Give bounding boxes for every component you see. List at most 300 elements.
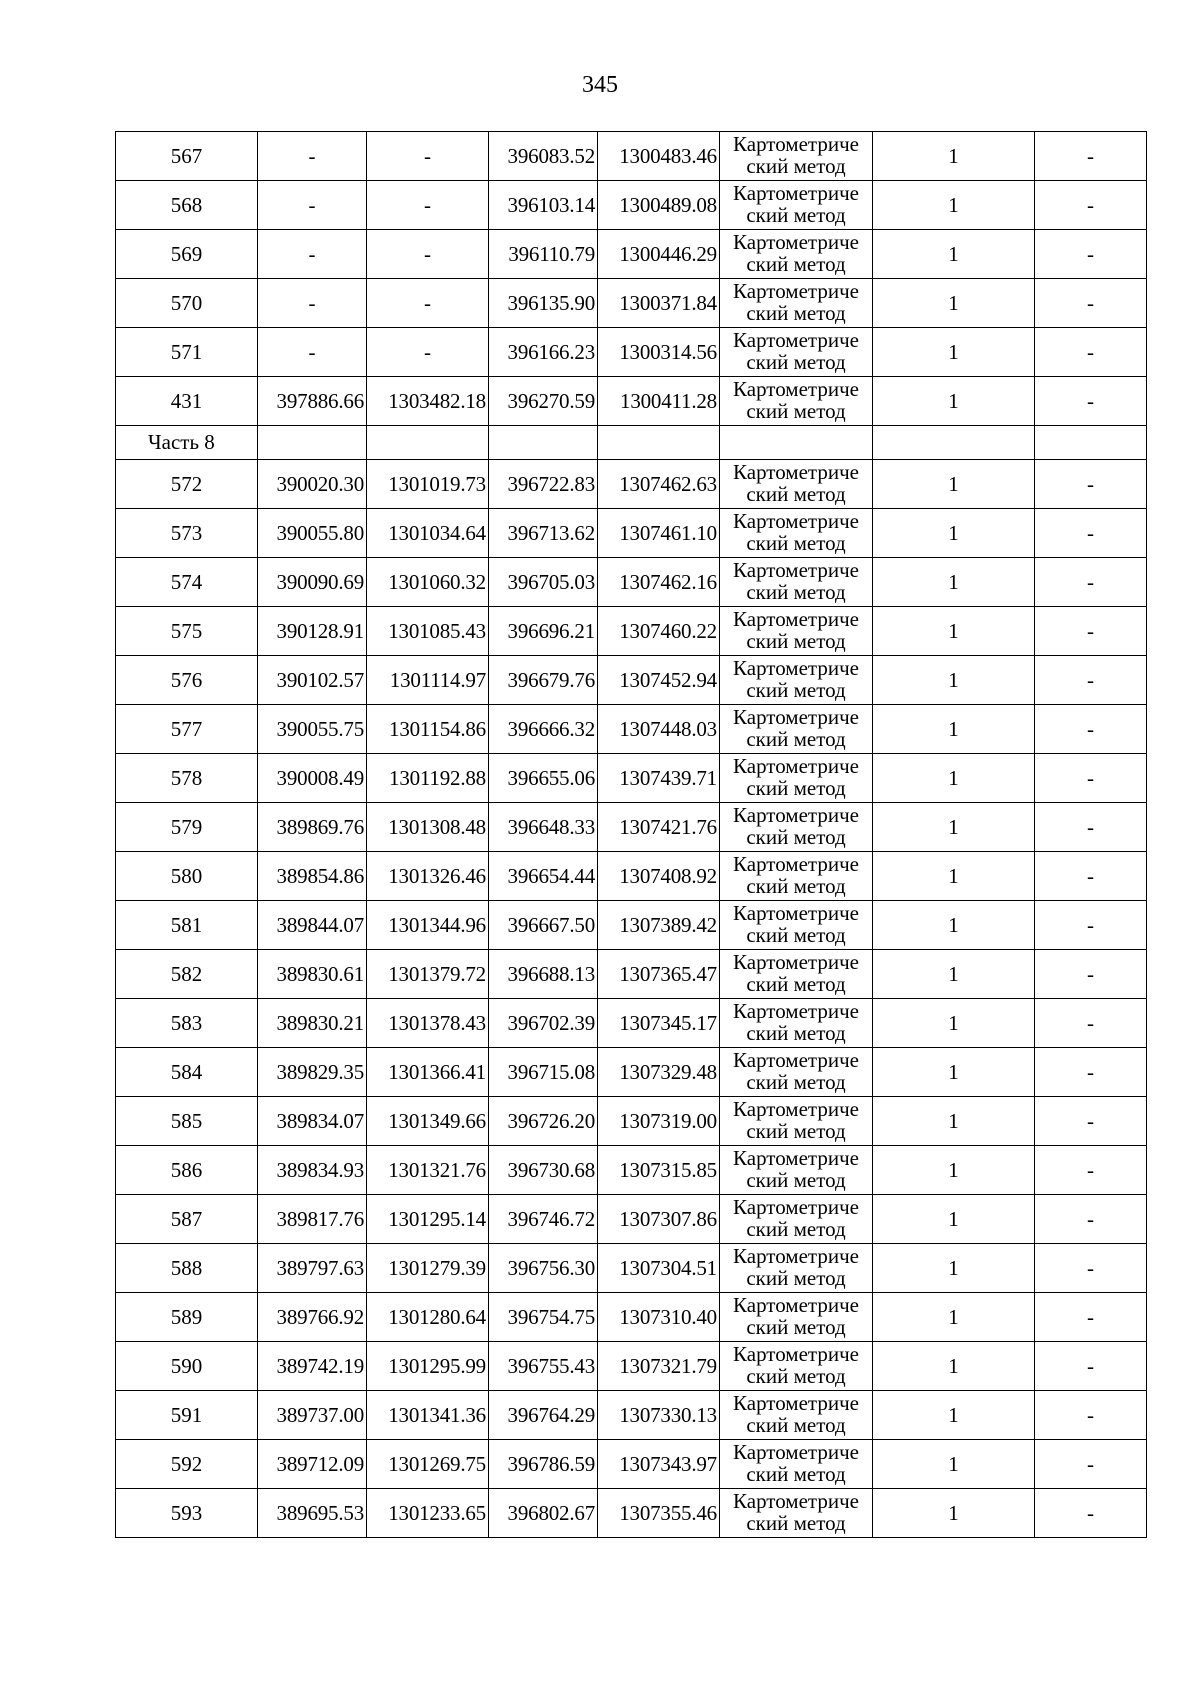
x2-cell: 396756.30 <box>489 1244 598 1293</box>
table-row <box>116 558 1147 607</box>
method-text <box>720 901 872 949</box>
method-text <box>720 1391 872 1439</box>
y2-cell: 1307321.79 <box>598 1342 720 1391</box>
y1-cell: 1301269.75 <box>367 1440 489 1489</box>
method-text <box>720 279 872 327</box>
method-line-1: Картометриче <box>733 999 859 1023</box>
y1-cell: - <box>367 230 489 279</box>
y2-cell: 1307365.47 <box>598 950 720 999</box>
y1-cell: 1301326.46 <box>367 852 489 901</box>
y1-cell: 1301378.43 <box>367 999 489 1048</box>
table-row <box>116 754 1147 803</box>
x1-cell: 389695.53 <box>258 1489 367 1538</box>
accuracy-cell: 1 <box>873 230 1035 279</box>
note-cell: - <box>1035 1391 1147 1440</box>
method-line-1: Картометриче <box>733 377 859 401</box>
method-cell <box>720 1195 873 1244</box>
method-line-1: Картометриче <box>733 1342 859 1366</box>
x2-cell: 396679.76 <box>489 656 598 705</box>
accuracy-cell: 1 <box>873 607 1035 656</box>
accuracy-cell: 1 <box>873 1342 1035 1391</box>
y1-cell: - <box>367 328 489 377</box>
accuracy-cell: 1 <box>873 132 1035 181</box>
page-number: 345 <box>582 72 618 98</box>
method-text <box>720 328 872 376</box>
method-line-2: ский метод <box>746 482 846 506</box>
y2-cell: 1307452.94 <box>598 656 720 705</box>
method-text <box>720 607 872 655</box>
x2-cell: 396746.72 <box>489 1195 598 1244</box>
note-cell: - <box>1035 1440 1147 1489</box>
table-row <box>116 607 1147 656</box>
x1-cell: 389830.61 <box>258 950 367 999</box>
method-cell <box>720 950 873 999</box>
accuracy-cell: 1 <box>873 377 1035 426</box>
accuracy-cell: 1 <box>873 1097 1035 1146</box>
empty-cell <box>873 426 1035 460</box>
method-text <box>720 656 872 704</box>
y1-cell: 1301060.32 <box>367 558 489 607</box>
method-line-1: Картометриче <box>733 1244 859 1268</box>
x1-cell: 389766.92 <box>258 1293 367 1342</box>
point-id-cell: 574 <box>116 558 258 607</box>
y1-cell: 1301349.66 <box>367 1097 489 1146</box>
accuracy-cell: 1 <box>873 754 1035 803</box>
method-line-2: ский метод <box>746 972 846 996</box>
method-cell <box>720 460 873 509</box>
method-line-1: Картометриче <box>733 509 859 533</box>
method-line-2: ский метод <box>746 776 846 800</box>
method-text <box>720 803 872 851</box>
note-cell: - <box>1035 509 1147 558</box>
note-cell: - <box>1035 1244 1147 1293</box>
y2-cell: 1307345.17 <box>598 999 720 1048</box>
x1-cell: - <box>258 230 367 279</box>
y2-cell: 1307329.48 <box>598 1048 720 1097</box>
x2-cell: 396726.20 <box>489 1097 598 1146</box>
x2-cell: 396786.59 <box>489 1440 598 1489</box>
note-cell: - <box>1035 754 1147 803</box>
y2-cell: 1300489.08 <box>598 181 720 230</box>
y1-cell: 1301379.72 <box>367 950 489 999</box>
method-text <box>720 460 872 508</box>
empty-cell <box>1035 426 1147 460</box>
note-cell: - <box>1035 328 1147 377</box>
x2-cell: 396702.39 <box>489 999 598 1048</box>
method-text <box>720 558 872 606</box>
note-cell: - <box>1035 1097 1147 1146</box>
x2-cell: 396648.33 <box>489 803 598 852</box>
y2-cell: 1307343.97 <box>598 1440 720 1489</box>
x2-cell: 396103.14 <box>489 181 598 230</box>
method-line-1: Картометриче <box>733 1391 859 1415</box>
method-cell <box>720 754 873 803</box>
table-row <box>116 803 1147 852</box>
method-cell <box>720 999 873 1048</box>
x2-cell: 396722.83 <box>489 460 598 509</box>
point-id-cell: 569 <box>116 230 258 279</box>
method-text <box>720 1048 872 1096</box>
accuracy-cell: 1 <box>873 1195 1035 1244</box>
accuracy-cell: 1 <box>873 1048 1035 1097</box>
x1-cell: 389834.93 <box>258 1146 367 1195</box>
point-id-cell: 591 <box>116 1391 258 1440</box>
x1-cell: 389869.76 <box>258 803 367 852</box>
method-cell <box>720 1489 873 1538</box>
accuracy-cell: 1 <box>873 1146 1035 1195</box>
point-id-cell: 577 <box>116 705 258 754</box>
accuracy-cell: 1 <box>873 1293 1035 1342</box>
y1-cell: 1301341.36 <box>367 1391 489 1440</box>
method-line-2: ский метод <box>746 203 846 227</box>
point-id-cell: 573 <box>116 509 258 558</box>
x1-cell: 389830.21 <box>258 999 367 1048</box>
y1-cell: 1301114.97 <box>367 656 489 705</box>
y2-cell: 1307462.16 <box>598 558 720 607</box>
x2-cell: 396655.06 <box>489 754 598 803</box>
point-id-cell: 579 <box>116 803 258 852</box>
y2-cell: 1307460.22 <box>598 607 720 656</box>
x1-cell: 390008.49 <box>258 754 367 803</box>
point-id-cell: 431 <box>116 377 258 426</box>
x2-cell: 396705.03 <box>489 558 598 607</box>
method-cell <box>720 1097 873 1146</box>
y2-cell: 1307310.40 <box>598 1293 720 1342</box>
note-cell: - <box>1035 607 1147 656</box>
table-row <box>116 230 1147 279</box>
method-cell <box>720 1048 873 1097</box>
method-line-2: ский метод <box>746 252 846 276</box>
method-line-2: ский метод <box>746 301 846 325</box>
y1-cell: 1301019.73 <box>367 460 489 509</box>
point-id-cell: 567 <box>116 132 258 181</box>
note-cell: - <box>1035 132 1147 181</box>
method-text <box>720 1489 872 1537</box>
point-id-cell: 589 <box>116 1293 258 1342</box>
note-cell: - <box>1035 950 1147 999</box>
y2-cell: 1307439.71 <box>598 754 720 803</box>
accuracy-cell: 1 <box>873 705 1035 754</box>
table-body-part-8 <box>116 460 1147 1538</box>
x2-cell: 396135.90 <box>489 279 598 328</box>
point-id-cell: 583 <box>116 999 258 1048</box>
table-row <box>116 460 1147 509</box>
y2-cell: 1300446.29 <box>598 230 720 279</box>
method-line-1: Картометриче <box>733 132 859 156</box>
method-line-1: Картометриче <box>733 279 859 303</box>
point-id-cell: 581 <box>116 901 258 950</box>
y2-cell: 1307355.46 <box>598 1489 720 1538</box>
y1-cell: 1301280.64 <box>367 1293 489 1342</box>
coordinates-table <box>115 131 1147 1538</box>
method-text <box>720 1293 872 1341</box>
empty-cell <box>598 426 720 460</box>
empty-cell <box>489 426 598 460</box>
note-cell: - <box>1035 852 1147 901</box>
note-cell: - <box>1035 377 1147 426</box>
method-line-1: Картометриче <box>733 754 859 778</box>
accuracy-cell: 1 <box>873 803 1035 852</box>
x2-cell: 396667.50 <box>489 901 598 950</box>
method-text <box>720 705 872 753</box>
point-id-cell: 571 <box>116 328 258 377</box>
y2-cell: 1307315.85 <box>598 1146 720 1195</box>
y1-cell: 1301295.99 <box>367 1342 489 1391</box>
note-cell: - <box>1035 901 1147 950</box>
note-cell: - <box>1035 181 1147 230</box>
table-row <box>116 901 1147 950</box>
method-cell <box>720 656 873 705</box>
point-id-cell: 586 <box>116 1146 258 1195</box>
accuracy-cell: 1 <box>873 656 1035 705</box>
point-id-cell: 578 <box>116 754 258 803</box>
table-row <box>116 950 1147 999</box>
y1-cell: 1301085.43 <box>367 607 489 656</box>
x2-cell: 396666.32 <box>489 705 598 754</box>
section-row <box>116 426 1147 460</box>
accuracy-cell: 1 <box>873 950 1035 999</box>
y1-cell: 1301344.96 <box>367 901 489 950</box>
accuracy-cell: 1 <box>873 279 1035 328</box>
method-line-1: Картометриче <box>733 1195 859 1219</box>
method-cell <box>720 1342 873 1391</box>
table-row <box>116 377 1147 426</box>
method-text <box>720 1342 872 1390</box>
accuracy-cell: 1 <box>873 852 1035 901</box>
method-line-1: Картометриче <box>733 656 859 680</box>
x1-cell: 389829.35 <box>258 1048 367 1097</box>
accuracy-cell: 1 <box>873 460 1035 509</box>
method-cell <box>720 705 873 754</box>
accuracy-cell: 1 <box>873 1489 1035 1538</box>
y1-cell: 1301295.14 <box>367 1195 489 1244</box>
section-label: Часть 8 <box>116 426 258 460</box>
x2-cell: 396715.08 <box>489 1048 598 1097</box>
x2-cell: 396754.75 <box>489 1293 598 1342</box>
section-header <box>116 426 1147 460</box>
table-row <box>116 279 1147 328</box>
table-row <box>116 509 1147 558</box>
x1-cell: 390055.75 <box>258 705 367 754</box>
note-cell: - <box>1035 1293 1147 1342</box>
x1-cell: - <box>258 328 367 377</box>
table-row <box>116 852 1147 901</box>
accuracy-cell: 1 <box>873 328 1035 377</box>
y2-cell: 1307319.00 <box>598 1097 720 1146</box>
method-line-2: ский метод <box>746 1462 846 1486</box>
method-cell <box>720 328 873 377</box>
method-line-1: Картометриче <box>733 558 859 582</box>
method-text <box>720 1097 872 1145</box>
method-line-2: ский метод <box>746 1168 846 1192</box>
method-line-2: ский метод <box>746 580 846 604</box>
note-cell: - <box>1035 558 1147 607</box>
method-line-2: ский метод <box>746 1315 846 1339</box>
point-id-cell: 588 <box>116 1244 258 1293</box>
note-cell: - <box>1035 803 1147 852</box>
method-text <box>720 999 872 1047</box>
empty-cell <box>258 426 367 460</box>
x2-cell: 396654.44 <box>489 852 598 901</box>
accuracy-cell: 1 <box>873 509 1035 558</box>
method-line-2: ский метод <box>746 350 846 374</box>
table-row <box>116 1342 1147 1391</box>
method-line-2: ский метод <box>746 629 846 653</box>
x1-cell: 390128.91 <box>258 607 367 656</box>
method-line-2: ский метод <box>746 1266 846 1290</box>
accuracy-cell: 1 <box>873 181 1035 230</box>
y1-cell: 1301308.48 <box>367 803 489 852</box>
method-cell <box>720 377 873 426</box>
x1-cell: - <box>258 181 367 230</box>
method-line-2: ский метод <box>746 1364 846 1388</box>
note-cell: - <box>1035 1146 1147 1195</box>
method-line-2: ский метод <box>746 923 846 947</box>
point-id-cell: 570 <box>116 279 258 328</box>
x1-cell: 390090.69 <box>258 558 367 607</box>
method-cell <box>720 1440 873 1489</box>
y2-cell: 1307307.86 <box>598 1195 720 1244</box>
y1-cell: 1301366.41 <box>367 1048 489 1097</box>
y2-cell: 1300411.28 <box>598 377 720 426</box>
table-row <box>116 132 1147 181</box>
x2-cell: 396755.43 <box>489 1342 598 1391</box>
x2-cell: 396730.68 <box>489 1146 598 1195</box>
method-text <box>720 1146 872 1194</box>
note-cell: - <box>1035 1195 1147 1244</box>
method-line-2: ский метод <box>746 1413 846 1437</box>
method-cell <box>720 803 873 852</box>
point-id-cell: 585 <box>116 1097 258 1146</box>
method-line-2: ский метод <box>746 874 846 898</box>
accuracy-cell: 1 <box>873 901 1035 950</box>
x1-cell: 390102.57 <box>258 656 367 705</box>
y1-cell: 1301034.64 <box>367 509 489 558</box>
method-line-1: Картометриче <box>733 1146 859 1170</box>
point-id-cell: 580 <box>116 852 258 901</box>
method-cell <box>720 1244 873 1293</box>
x1-cell: 389712.09 <box>258 1440 367 1489</box>
table-row <box>116 705 1147 754</box>
table-row <box>116 328 1147 377</box>
method-line-1: Картометриче <box>733 460 859 484</box>
point-id-cell: 587 <box>116 1195 258 1244</box>
y1-cell: - <box>367 132 489 181</box>
method-text <box>720 950 872 998</box>
method-line-2: ский метод <box>746 1021 846 1045</box>
method-cell <box>720 558 873 607</box>
x1-cell: 389844.07 <box>258 901 367 950</box>
x1-cell: 389737.00 <box>258 1391 367 1440</box>
method-line-1: Картометриче <box>733 328 859 352</box>
x1-cell: 389834.07 <box>258 1097 367 1146</box>
method-line-2: ский метод <box>746 825 846 849</box>
method-text <box>720 377 872 425</box>
method-line-2: ский метод <box>746 154 846 178</box>
method-line-2: ский метод <box>746 1070 846 1094</box>
method-line-1: Картометриче <box>733 1440 859 1464</box>
note-cell: - <box>1035 656 1147 705</box>
method-cell <box>720 132 873 181</box>
method-line-2: ский метод <box>746 1511 846 1535</box>
accuracy-cell: 1 <box>873 1244 1035 1293</box>
method-cell <box>720 1146 873 1195</box>
y2-cell: 1300483.46 <box>598 132 720 181</box>
method-cell <box>720 279 873 328</box>
table-body-part-7 <box>116 132 1147 426</box>
y2-cell: 1307408.92 <box>598 852 720 901</box>
method-line-1: Картометриче <box>733 705 859 729</box>
y2-cell: 1307330.13 <box>598 1391 720 1440</box>
method-cell <box>720 509 873 558</box>
method-line-1: Картометриче <box>733 1489 859 1513</box>
y2-cell: 1307448.03 <box>598 705 720 754</box>
method-line-2: ский метод <box>746 1119 846 1143</box>
method-text <box>720 509 872 557</box>
x1-cell: 397886.66 <box>258 377 367 426</box>
x2-cell: 396166.23 <box>489 328 598 377</box>
method-line-2: ский метод <box>746 531 846 555</box>
y2-cell: 1307461.10 <box>598 509 720 558</box>
y1-cell: - <box>367 181 489 230</box>
point-id-cell: 576 <box>116 656 258 705</box>
note-cell: - <box>1035 705 1147 754</box>
table-row <box>116 999 1147 1048</box>
x2-cell: 396270.59 <box>489 377 598 426</box>
accuracy-cell: 1 <box>873 999 1035 1048</box>
table-row <box>116 1097 1147 1146</box>
point-id-cell: 592 <box>116 1440 258 1489</box>
method-line-2: ский метод <box>746 1217 846 1241</box>
method-line-1: Картометриче <box>733 1293 859 1317</box>
empty-cell <box>720 426 873 460</box>
method-text <box>720 132 872 180</box>
method-text <box>720 1440 872 1488</box>
x2-cell: 396110.79 <box>489 230 598 279</box>
table-row <box>116 1440 1147 1489</box>
method-text <box>720 852 872 900</box>
method-cell <box>720 901 873 950</box>
table-row <box>116 1244 1147 1293</box>
x1-cell: 390020.30 <box>258 460 367 509</box>
point-id-cell: 568 <box>116 181 258 230</box>
accuracy-cell: 1 <box>873 558 1035 607</box>
y1-cell: 1301192.88 <box>367 754 489 803</box>
note-cell: - <box>1035 279 1147 328</box>
method-cell <box>720 230 873 279</box>
method-line-1: Картометриче <box>733 230 859 254</box>
method-cell <box>720 181 873 230</box>
x2-cell: 396696.21 <box>489 607 598 656</box>
method-cell <box>720 852 873 901</box>
x2-cell: 396713.62 <box>489 509 598 558</box>
x1-cell: 389742.19 <box>258 1342 367 1391</box>
x2-cell: 396688.13 <box>489 950 598 999</box>
point-id-cell: 584 <box>116 1048 258 1097</box>
method-line-2: ский метод <box>746 678 846 702</box>
method-line-1: Картометриче <box>733 607 859 631</box>
note-cell: - <box>1035 999 1147 1048</box>
x2-cell: 396083.52 <box>489 132 598 181</box>
method-line-1: Картометриче <box>733 950 859 974</box>
method-text <box>720 1244 872 1292</box>
y2-cell: 1307421.76 <box>598 803 720 852</box>
table-row <box>116 1293 1147 1342</box>
note-cell: - <box>1035 1342 1147 1391</box>
method-line-2: ский метод <box>746 727 846 751</box>
empty-cell <box>367 426 489 460</box>
note-cell: - <box>1035 460 1147 509</box>
